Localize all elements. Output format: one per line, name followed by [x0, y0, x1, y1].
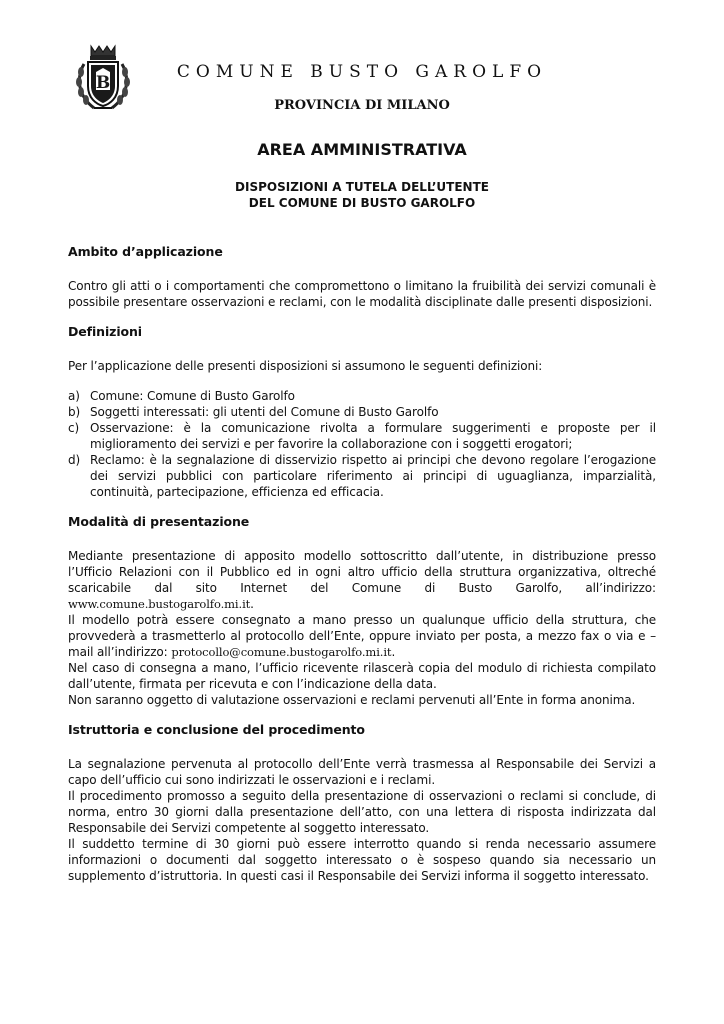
ambito-text: Contro gli atti o i comportamenti che compromettono o limitano la fruibilità dei servizi comunali è possibile presentare osservazioni e reclami, con le modalità disciplinate dalle presenti disposizioni.	[68, 279, 656, 309]
definizioni-intro: Per l’applicazione delle presenti disposizioni si assumono le seguenti definizioni:	[68, 359, 543, 373]
modalita-paragraph-4: Non saranno oggetto di valutazione osservazioni e reclami pervenuti all’Ente in forma anonima.	[68, 693, 636, 707]
section-title-istruttoria: Istruttoria e conclusione del procedimento	[68, 722, 365, 737]
modalita-paragraph-2: Il modello potrà essere consegnato a mano presso un qualunque ufficio della struttura, che provvederà a trasmetterlo al protocollo dell’Ente, oppure inviato per posta, a mezzo fax o via e – mail all’indirizzo: protocollo@comune.bustogarolfo.mi.it.	[68, 613, 656, 659]
definition-text: Comune: Comune di Busto Garolfo	[90, 389, 295, 403]
istruttoria-paragraph-2: Il procedimento promosso a seguito della presentazione di osservazioni o reclami si conclude, di norma, entro 30 giorni dalla presentazione dell’atto, con una lettera di risposta indirizzata dal Responsabile dei Servizi competente al soggetto interessato.	[68, 789, 656, 835]
subtitle-line-1: DISPOSIZIONI A TUTELA DELL’UTENTE	[235, 180, 489, 194]
definition-text: Soggetti interessati: gli utenti del Comune di Busto Garolfo	[90, 405, 439, 419]
istruttoria-paragraph-3: Il suddetto termine di 30 giorni può essere interrotto quando si renda necessario assumere informazioni o documenti dal soggetto interessato o è sospeso quando sia necessario un supplemento d’istruttoria. In questi casi il Responsabile dei Servizi informa il soggetto interessato.	[68, 837, 656, 883]
definition-text: Osservazione: è la comunicazione rivolta a formulare suggerimenti e proposte per il miglioramento dei servizi e per favorire la collaborazione con i soggetti erogatori;	[90, 421, 656, 451]
definition-item	[68, 388, 656, 404]
section-title-definizioni: Definizioni	[68, 324, 142, 339]
istruttoria-paragraph-1: La segnalazione pervenuta al protocollo dell’Ente verrà trasmessa al Responsabile dei Servizi a capo dell’ufficio cui sono indirizzati le osservazioni e i reclami.	[68, 757, 656, 787]
municipal-crest-logo	[72, 42, 134, 114]
definition-marker: d)	[68, 453, 81, 467]
province-title: PROVINCIA DI MILANO	[274, 98, 450, 113]
section-title-ambito: Ambito d’applicazione	[68, 244, 223, 259]
modalita-paragraph-1: Mediante presentazione di apposito modello sottoscritto dall’utente, in distribuzione presso l’Ufficio Relazioni con il Pubblico ed in ogni altro ufficio della struttura organizzativa, oltreché scaricabile dal sito Internet del Comune di Busto Garolfo, all’indirizzo: www.comune.bustogarolfo.mi.it.	[68, 549, 656, 611]
modalita-paragraph-3: Nel caso di consegna a mano, l’ufficio ricevente rilascerà copia del modulo di richiesta compilato dall’utente, firmata per ricevuta e con l’indicazione della data.	[68, 661, 656, 691]
definition-marker: a)	[68, 389, 80, 403]
definition-item	[68, 452, 656, 500]
email-link[interactable]: protocollo@comune.bustogarolfo.mi.it	[171, 645, 392, 659]
subtitle-line-2: DEL COMUNE DI BUSTO GAROLFO	[248, 196, 476, 210]
definition-marker: b)	[68, 405, 81, 419]
area-title: AREA AMMINISTRATIVA	[257, 140, 467, 159]
definitions-list	[68, 388, 656, 500]
municipality-title: COMUNE BUSTO GAROLFO	[176, 62, 548, 82]
document-body	[68, 244, 656, 884]
definition-marker: c)	[68, 421, 80, 435]
section-title-modalita: Modalità di presentazione	[68, 514, 250, 529]
document-subtitle	[140, 179, 584, 211]
crest-letter: B	[95, 73, 111, 93]
definition-item	[68, 404, 656, 420]
website-link[interactable]: www.comune.bustogarolfo.mi.it	[68, 597, 251, 611]
definition-item	[68, 420, 656, 452]
definition-text: Reclamo: è la segnalazione di disservizio rispetto ai principi che devono regolare l’erogazione dei servizi pubblici con particolare riferimento ai principi di uguaglianza, imparzialità, continuità, partecipazione, efficienza ed efficacia.	[90, 453, 656, 499]
